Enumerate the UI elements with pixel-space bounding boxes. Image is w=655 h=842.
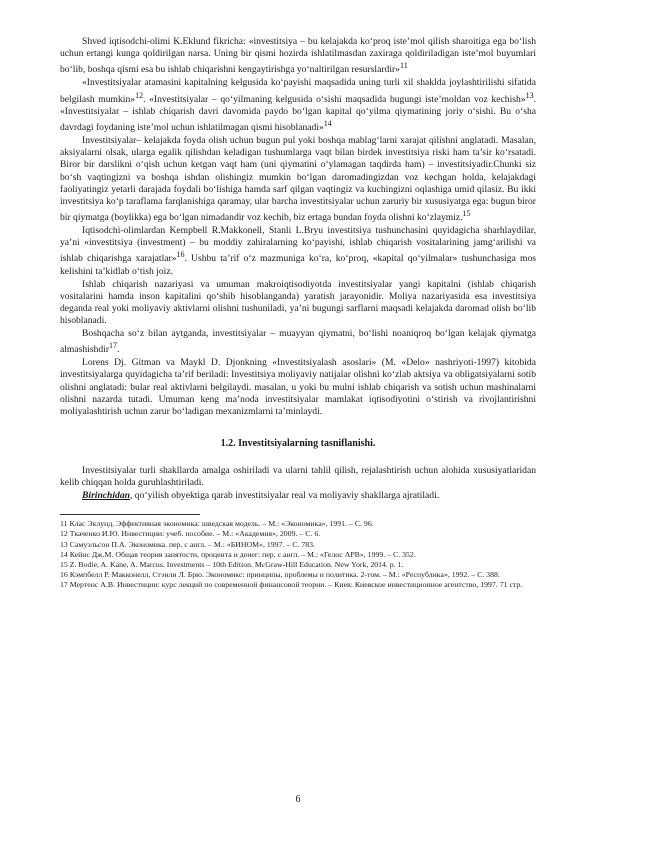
- watermark: ​: [501, 346, 655, 428]
- paragraph-7: Lorens Dj. Gitman va Maykl D. Djonkning «Investitsiyalash asoslari» (M. «Delo» nashriyoti-1997) kitobida investitsiyalarga quyidagicha ta’rif beriladi: Investitsiya moliyaviy natijalar olishni ko‘zlab aktsiya va obligatsiyalarni sotib olishni anglatadi: bular real aktivlarni belgilaydi. masalan, u yoki bu mulni ishlab chiqarish va sotish uchun mashinalarni olishni nazarda tutadi. Umuman keng ma’noda investitsiyalar mamlakat iqtisodiyotini o‘stirish va rivojlantirishni moliyalashtirish uchun zarur bo‘ladigan mexanizmlarni ta’minlaydi.: [60, 357, 536, 417]
- paragraph-2: «Investitsiyalar atamasini kapitalning kelgusida ko‘payishi maqsadida uning turli xil shaklda joylashtirilishi sifatida belgilash mumkin»$^{12}$. «Investitsiyalar – qo‘yilmaning kelgusida o‘sishi maqsadida bugungi iste’moldan voz kechish»$^{13}$. «Investitsiyalar – ishlab chiqarish davri davomida paydo bo‘lgan kapital qo‘yilma qiymatining joriy o‘sishi. Bu o‘sha davrdagi foydaning iste’mol uchun ishlatilmagan qismi hisoblanadi»$^{14}$: [60, 77, 536, 134]
- page-number: 6: [295, 794, 301, 805]
- footnote: 13 Самуэльсон П.А. Экономика. пер. с англ. – М.: «БИНОМ», 1997. – С. 783.: [60, 539, 315, 549]
- footnote: 11 Клас Эклунд. Эффективная экономика: шведская модель. – М.: «Экономика», 1991. – С. 96.: [60, 519, 374, 529]
- footnote: 12 Ткаченко И.Ю. Инвестиции: учеб. пособие. – М.: «Академия», 2009. – С. 6.: [60, 529, 321, 539]
- paragraph-6: Boshqacha so‘z bilan aytganda, investitsiyalar – muayyan qiymatni, bo‘lishi noaniqroq bo‘lgan kelajak qiymatga almashishdir$^{17}$.: [60, 328, 536, 356]
- footnote: 16 Кэмпбелл Р. Макконелл, Стэнли Л. Брю. Экономикс: принципы, проблемы и политика. 2-том. – М.: «Республика», 1992. – С. 388.: [60, 570, 500, 580]
- paragraph-1: Shved iqtisodchi-olimi K.Eklund fikricha: «investitsiya – bu kelajakda ko‘proq iste’mol qilish sharoitiga ega bo‘lish uchun ertangi kunga qoldirilgan narsa. Uning bir qismi hozirda ishlatilmasdan zaxiraga qoldiriladigan iste’mol buyumlari bo‘lib, boshqa qismi esa bu ishlab chiqarishni kengaytirishga yo‘naltirilgan resurslardir»$^{11}$: [60, 36, 536, 76]
- footnote: 14 Кейнс Дж.М. Общая теория занятости, процента и денег: пер. с англ. – М.: «Гелос АРВ», 1999. – С. 352.: [60, 549, 416, 559]
- paragraph-5: Ishlab chiqarish nazariyasi va umuman makroiqtisodiyotda investitsiyalar yangi kapitalni (ishlab chiqarish vositalarini hamda inson kapitalini qo‘shib hisoblanganda) yaratish jarayonidir. Moliya nazariyasida esa investitsiya deganda real yoki moliyaviy aktivlarni olishni tushuniladi, ya’ni bugungi sarflarni maqsadi kelajakda daromad olish bo‘lib hisoblanadi.: [60, 278, 536, 326]
- footnote: 17 Мертенс А.В. Инвестиции: курс лекций по современной финансовой теории. – Киев: Киевское инвестиционное агентство, 1997. 71 стр.: [60, 580, 523, 590]
- paragraph-8: Investitsiyalar turli shakllarda amalga oshiriladi va ularni tahlil qilish, rejalashtirish uchun alohida xususiyatlaridan kelib chiqqan holda guruhlashtiriladi.: [60, 464, 536, 488]
- footnotes: [60, 519, 536, 590]
- footnote: 15 Z. Bodie, A. Kane, A. Marcus. Investments – 10th Edition. McGraw-Hill Education. New York, 2014. p. 1.: [60, 559, 404, 569]
- paragraph-3: Investitsiyalar– kelajakda foyda olish uchun bugun pul yoki boshqa mablag‘larni xarajat qilishni anglatadi. Masalan, aksiyalarni olsak, ularga egalik qilishdan keladigan tushumlarga vaqt bilan birdek investitsiya riski ham ta’sir ko‘rsatadi. Biror bir darslikni o‘qish uchun ketgan vaqt ham (uni qiymatini o‘ylamagan taqdirda ham) – investitsiyadir.Chunki siz bo‘sh vaqtingizni va boshqa ishdan olishingiz mumkin bo‘lgan daromadingizdan voz kechgan holda, kelajakdagi faoliyatingiz yetarli darajada foydali bo‘lishiga hamda sarf qilgan vaqtingiz va kuchingizni oqlashiga umid qilasiz. Bu ikki investitsiya ko‘p taraflama farqlanishiga qaramay, ular barcha investitsiyalar uchun zaruriy bir xususiyatga ega: bugun biror bir qiymatga (boylikka) ega bo‘lgan nimadandir voz kechib, biz ertaga bundan foyda olishni ko‘zlaymiz.$^{15}$: [60, 135, 536, 223]
- paragraph-4: Iqtisodchi-olimlardan Kempbell R.Makkonell, Stanli L.Bryu investitsiya tushunchasini quyidagicha sharhlaydilar, ya’ni «investitsiya (investment) – bu moddiy zahiralarning ko‘payishi, ishlab chiqarish vositalarining jamg‘arilishi va ishlab chiqarishga xarajatlar»$^{16}$. Ushbu ta’rif o‘z mazmuniga ko‘ra, ko‘proq, «kapital qo‘yilmalar» tushunchasiga mos kelishini ta’kidlab o‘tish joiz.: [60, 225, 536, 277]
- footnote-separator: [60, 514, 200, 515]
- paragraph-9: Birinchidan, qo‘yilish obyektiga qarab investitsiyalar real va moliyaviy shakllarga ajratiladi.: [82, 490, 440, 502]
- section-heading: 1.2. Investitsiyalarning tasniflanishi.: [220, 437, 376, 449]
- document-body: [60, 36, 536, 591]
